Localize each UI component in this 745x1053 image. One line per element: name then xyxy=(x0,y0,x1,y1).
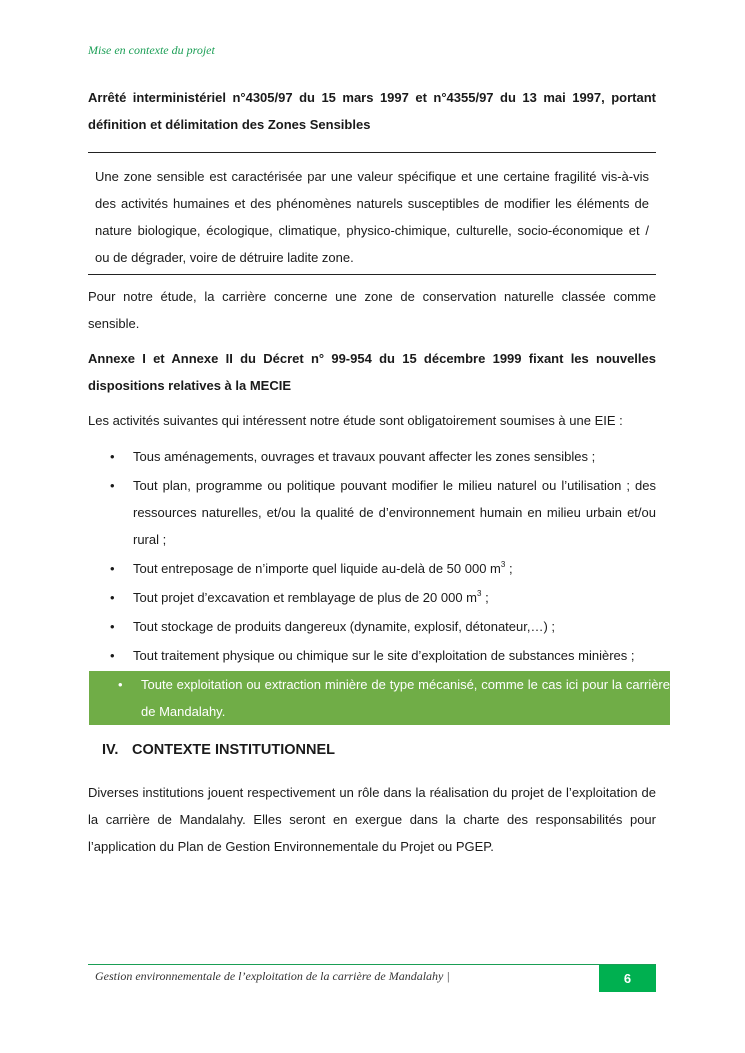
activities-list xyxy=(88,443,656,669)
list-item-text: Tous aménagements, ouvrages et travaux pouvant affecter les zones sensibles ; xyxy=(133,449,596,464)
running-header: Mise en contexte du projet xyxy=(88,43,215,57)
list-item xyxy=(88,642,656,669)
page-number-badge: 6 xyxy=(599,965,656,992)
bullet-icon: • xyxy=(110,478,115,493)
footer-title: Gestion environnementale de l’exploitation de la carrière de Mandalahy | xyxy=(95,969,450,983)
section-heading xyxy=(88,739,656,761)
list-item-text: Tout stockage de produits dangereux (dynamite, explosif, détonateur,…) ; xyxy=(133,619,556,634)
list-item xyxy=(88,555,656,582)
list-item xyxy=(88,472,656,553)
definition-box xyxy=(88,152,656,275)
list-item xyxy=(88,613,656,640)
footer-divider xyxy=(88,964,656,965)
list-item xyxy=(88,584,656,611)
bullet-icon: • xyxy=(110,590,115,605)
section-number: IV. xyxy=(102,742,119,758)
highlighted-list-item xyxy=(89,671,670,725)
definition-text: Une zone sensible est caractérisée par une valeur spécifique et une certaine fragilité vis-à-vis des activités humaines et des phénomènes naturels susceptibles de modifier les éléments de nature biologique, écologique, climatique, physico-chimique, culturelle, socio-économique et / ou de dégrader, voire de détruire ladite zone. xyxy=(95,169,649,265)
list-item-text: Tout plan, programme ou politique pouvant modifier le milieu naturel ou l’utilisation ; des ressources naturelles, et/ou la qualité de d’environnement humain en milieu urbain et/ou rural ; xyxy=(133,478,656,547)
list-item xyxy=(88,443,656,470)
section-paragraph: Diverses institutions jouent respectivement un rôle dans la réalisation du projet de l’exploitation de la carrière de Mandalahy. Elles seront en exergue dans la charte des responsabilités pour l’application du Plan de Gestion Environnementale du Projet ou PGEP. xyxy=(88,785,656,854)
study-note: Pour notre étude, la carrière concerne une zone de conservation naturelle classée comme sensible. xyxy=(88,289,656,331)
highlighted-list xyxy=(89,671,670,725)
highlighted-item-text: Toute exploitation ou extraction minière de type mécanisé, comme le cas ici pour la carrière de Mandalahy. xyxy=(141,677,670,719)
superscript: 3 xyxy=(500,560,506,569)
activities-intro: Les activités suivantes qui intéressent notre étude sont obligatoirement soumises à une EIE : xyxy=(88,413,623,428)
superscript: 3 xyxy=(477,589,482,598)
bullet-icon: • xyxy=(110,449,115,464)
list-item-suffix: ; xyxy=(505,561,513,576)
page-content xyxy=(88,84,670,860)
list-item-text: Tout entreposage de n’importe quel liquide au-delà de 50 000 m xyxy=(133,561,501,576)
bullet-icon: • xyxy=(110,648,115,663)
bullet-icon: • xyxy=(118,677,123,692)
bullet-icon: • xyxy=(110,561,115,576)
list-item-text: Tout traitement physique ou chimique sur le site d’exploitation de substances minières ; xyxy=(133,648,635,663)
highlighted-item-box xyxy=(89,671,670,725)
list-item-text: Tout projet d’excavation et remblayage de plus de 20 000 m xyxy=(133,590,477,605)
section-title: CONTEXTE INSTITUTIONNEL xyxy=(132,742,335,758)
arrete-heading: Arrêté interministériel n°4305/97 du 15 mars 1997 et n°4355/97 du 13 mai 1997, portant définition et délimitation des Zones Sensibles xyxy=(88,90,656,132)
decret-heading: Annexe I et Annexe II du Décret n° 99-954 du 15 décembre 1999 fixant les nouvelles dispositions relatives à la MECIE xyxy=(88,351,656,393)
list-item-suffix: ; xyxy=(481,590,489,605)
bullet-icon: • xyxy=(110,619,115,634)
